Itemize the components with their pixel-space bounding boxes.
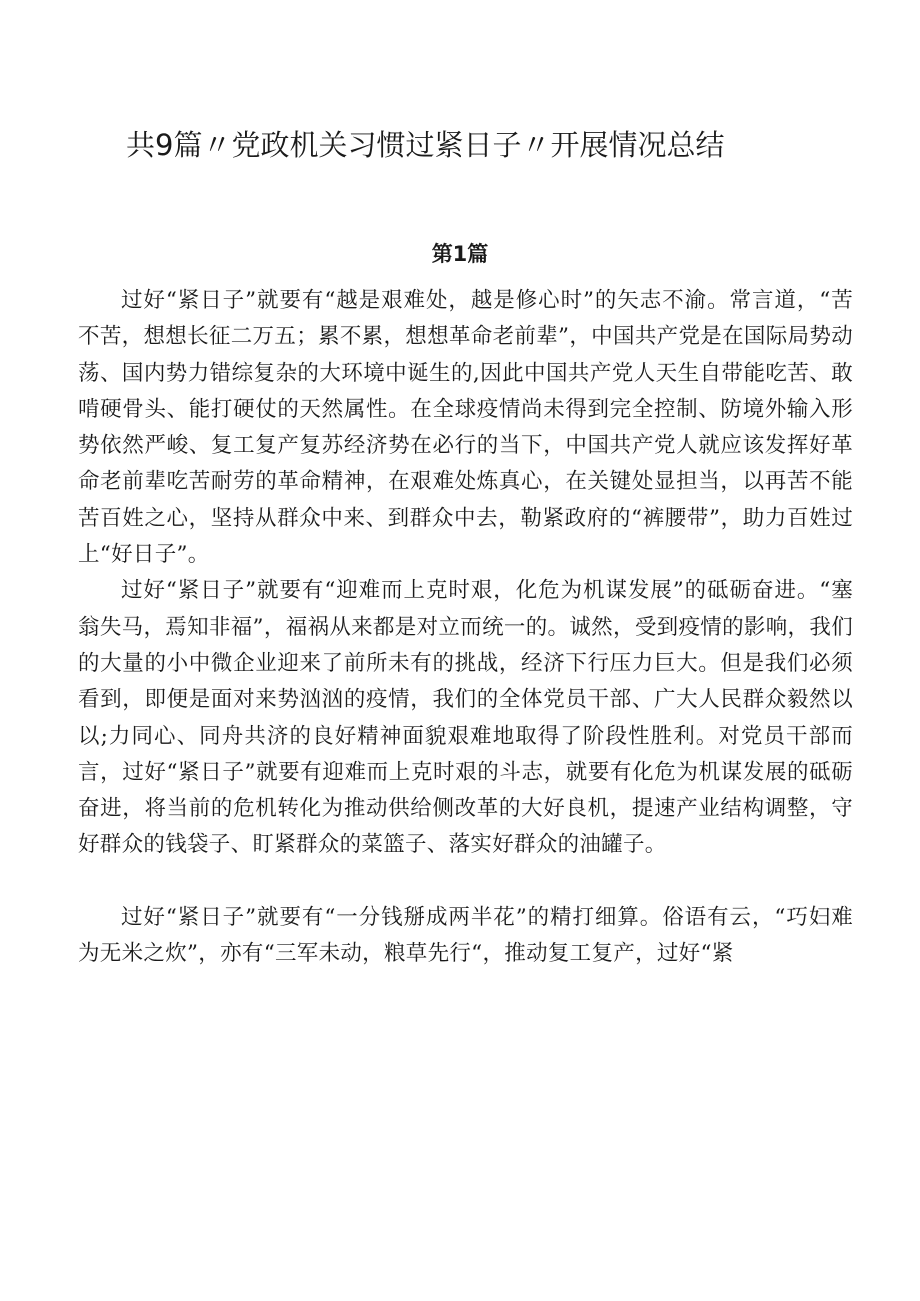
paragraph: 过好“紧日子”就要有“越是艰难处，越是修心时”的矢志不渝。常言道，“苦不苦，想想长征二万五；累不累，想想革命老前辈”，中国共产党是在国际局势动荡、国内势力错综复杂的大环境中诞生的,因此中国共产党人天生自带能吃苦、敢啃硬骨头、能打硬仗的天然属性。在全球疫情尚未得到完全控制、防境外输入形势依然严峻、复工复产复苏经济势在必行的当下，中国共产党人就应该发挥好革命老前辈吃苦耐劳的革命精神，在艰难处炼真心，在关键处显担当，以再苦不能苦百姓之心，坚持从群众中来、到群众中去，勒紧政府的“裤腰带”，助力百姓过上“好日子”。 [78, 288, 853, 568]
document-body [78, 283, 853, 972]
section-heading: 第1篇 [431, 242, 489, 266]
paragraph: 过好“紧日子”就要有“一分钱掰成两半花”的精打细算。俗语有云，“巧妇难为无米之炊”，亦有“三军未动，粮草先行“，推动复工复产，过好“紧 [78, 904, 853, 967]
document-title: 共9篇〃党政机关习惯过紧日子〃开展情况总结 [126, 128, 725, 162]
paragraph: 过好“紧日子”就要有“迎难而上克时艰，化危为机谋发展”的砥砺奋进。“塞翁失马，焉知非福”，福祸从来都是对立而统一的。诚然，受到疫情的影响，我们的大量的小中微企业迎来了前所未有的挑战，经济下行压力巨大。但是我们必须看到，即便是面对来势汹汹的疫情，我们的全体党员干部、广大人民群众毅然以以;力同心、同舟共济的良好精神面貌艰难地取得了阶段性胜利。对党员干部而言，过好“紧日子”就要有迎难而上克时艰的斗志，就要有化危为机谋发展的砥砺奋进，将当前的危机转化为推动供给侧改革的大好良机，提速产业结构调整，守好群众的钱袋子、盯紧群众的菜篮子、落实好群众的油罐子。 [78, 578, 853, 858]
